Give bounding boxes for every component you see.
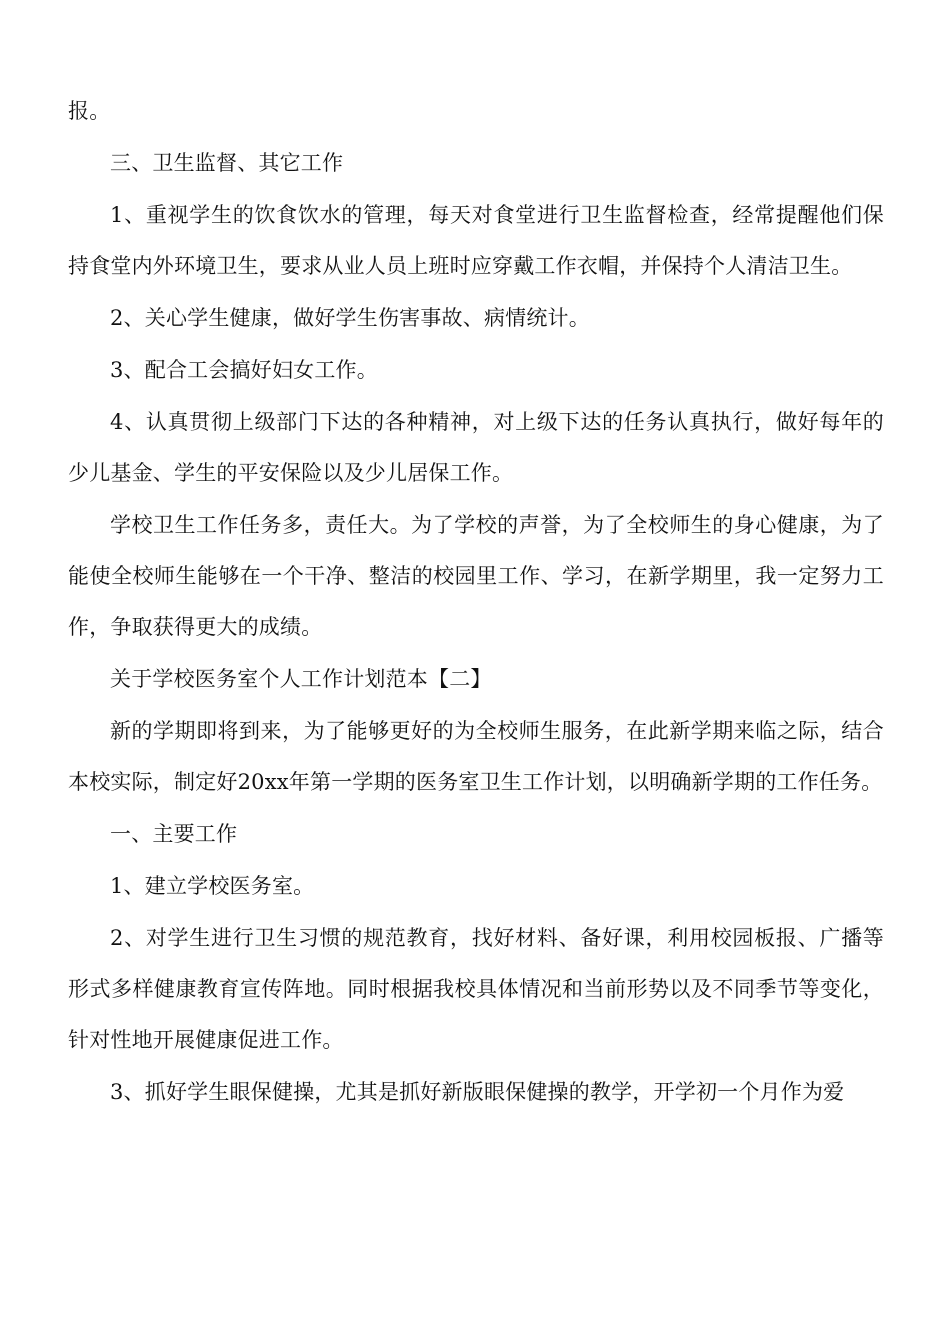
paragraph-11: 1、建立学校医务室。 (110, 874, 315, 898)
paragraph-1: 报。 (68, 99, 111, 123)
paragraph-7: 学校卫生工作任务多，责任大。为了学校的声誉，为了全校师生的身心健康，为了能使全校师生能够在一个干净、整洁的校园里工作、学习，在新学期里，我一定努力工作，争取获得更大的成绩。 (68, 513, 884, 639)
section-heading-1: 一、主要工作 (110, 822, 238, 846)
paragraph-13: 3、抓好学生眼保健操，尤其是抓好新版眼保健操的教学，开学初一个月作为爱 (110, 1080, 845, 1104)
paragraph-3: 1、重视学生的饮食饮水的管理，每天对食堂进行卫生监督检查，经常提醒他们保持食堂内外环境卫生，要求从业人员上班时应穿戴工作衣帽，并保持个人清洁卫生。 (68, 203, 884, 278)
paragraph-9: 新的学期即将到来，为了能够更好的为全校师生服务，在此新学期来临之际，结合本校实际，制定好20xx年第一学期的医务室卫生工作计划，以明确新学期的工作任务。 (68, 719, 884, 794)
paragraph-5: 3、配合工会搞好妇女工作。 (110, 358, 378, 382)
paragraph-6: 4、认真贯彻上级部门下达的各种精神，对上级下达的任务认真执行，做好每年的少儿基金、学生的平安保险以及少儿居保工作。 (68, 410, 884, 485)
section-heading-3: 三、卫生监督、其它工作 (110, 151, 344, 175)
paragraph-12: 2、对学生进行卫生习惯的规范教育，找好材料、备好课，利用校园板报、广播等形式多样健康教育宣传阵地。同时根据我校具体情况和当前形势以及不同季节等变化，针对性地开展健康促进工作。 (68, 926, 884, 1052)
section-title-2: 关于学校医务室个人工作计划范本【二】 (110, 667, 492, 691)
paragraph-4: 2、关心学生健康，做好学生伤害事故、病情统计。 (110, 306, 590, 330)
document-body (68, 86, 884, 1119)
